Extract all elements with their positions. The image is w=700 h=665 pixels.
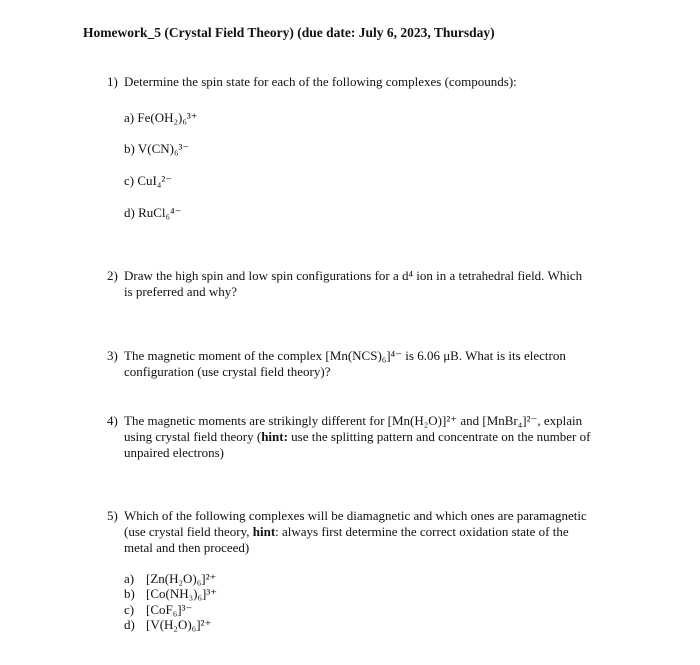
list-item [124, 617, 211, 633]
item-label: b) [124, 586, 135, 601]
question-text-line: unpaired electrons) [124, 445, 224, 460]
item-label: d) [124, 617, 135, 632]
item-formula: Fe(OH₂)₆³⁺ [137, 110, 198, 125]
question-2 [107, 268, 647, 302]
item-label: c) [124, 173, 135, 188]
list-item [124, 586, 217, 602]
list-item [124, 141, 189, 157]
list-item [124, 173, 172, 189]
item-formula: [V(H₂O)₆]²⁺ [146, 617, 212, 632]
question-number: 4) [107, 413, 118, 428]
hint-label: hint [252, 524, 276, 539]
item-formula: V(CN)₆³⁻ [137, 141, 190, 156]
question-1 [107, 74, 647, 90]
item-formula: [Co(NH₃)₆]³⁺ [146, 586, 218, 601]
question-text-line: configuration (use crystal field theory)? [124, 364, 331, 379]
list-item [124, 110, 198, 126]
question-text-line: (use crystal field theory, hint: always first determine the correct oxidation state of the [124, 524, 569, 539]
item-label: b) [124, 141, 135, 156]
question-number: 1) [107, 74, 118, 89]
item-label: d) [124, 205, 135, 220]
list-item [124, 602, 192, 618]
item-label: a) [124, 110, 135, 125]
question-text-line: using crystal field theory (hint: use the splitting pattern and concentrate on the number of [124, 429, 591, 444]
question-text-line: metal and then proceed) [124, 540, 250, 555]
item-formula: [Zn(H₂O)₆]²⁺ [146, 571, 217, 586]
question-number: 5) [107, 508, 118, 523]
item-label: c) [124, 602, 135, 617]
hint-label: hint: [261, 429, 288, 444]
item-formula: [CoF₆]³⁻ [146, 602, 193, 617]
question-text-line: The magnetic moments are strikingly different for [Mn(H₂O)]²⁺ and [MnBr₄]²⁻, explain [124, 413, 583, 428]
item-formula: CuI₄²⁻ [137, 173, 173, 188]
question-number: 2) [107, 268, 118, 283]
question-text-line: is preferred and why? [124, 284, 237, 299]
item-label: a) [124, 571, 135, 586]
question-text-line: Which of the following complexes will be diamagnetic and which ones are paramagnetic [124, 508, 587, 523]
question-text-line: Draw the high spin and low spin configurations for a d⁴ ion in a tetrahedral field. Which [124, 268, 583, 283]
question-text: Determine the spin state for each of the following complexes (compounds): [124, 74, 517, 89]
page-title: Homework_5 (Crystal Field Theory) (due date: July 6, 2023, Thursday) [83, 25, 495, 40]
question-3 [107, 348, 647, 382]
question-number: 3) [107, 348, 118, 363]
question-text-line: The magnetic moment of the complex [Mn(NCS)₆]⁴⁻ is 6.06 μB. What is its electron [124, 348, 566, 363]
list-item [124, 571, 216, 587]
item-formula: RuCl₆⁴⁻ [138, 205, 182, 220]
question-4 [107, 413, 647, 463]
list-item [124, 205, 181, 221]
question-5 [107, 508, 647, 558]
